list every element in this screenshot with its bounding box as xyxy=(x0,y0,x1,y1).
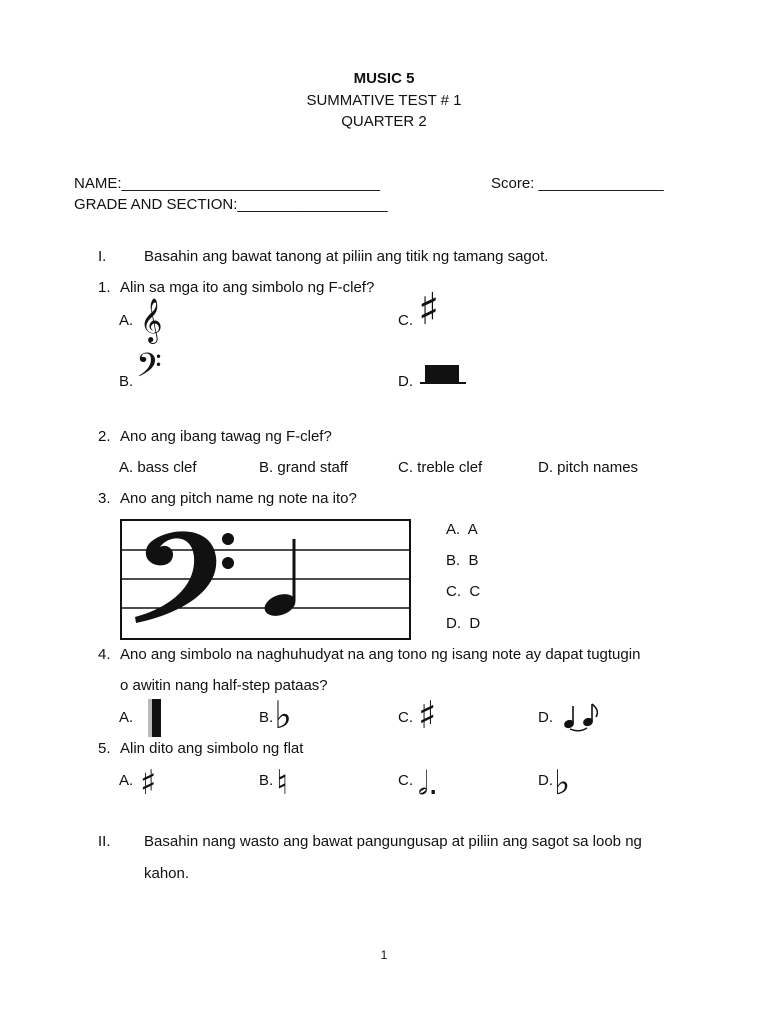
q4-option-b-letter[interactable]: B. xyxy=(259,709,274,726)
q5-text: Alin dito ang simbolo ng flat xyxy=(120,740,304,757)
name-field[interactable]: NAME:_______________________________ xyxy=(74,175,381,192)
page-number: 1 xyxy=(380,948,388,962)
quarter-label: QUARTER 2 xyxy=(341,113,427,130)
q3-option-b-text: B xyxy=(468,552,479,569)
q5-option-a-letter[interactable]: A. xyxy=(119,772,134,789)
q5-option-d-letter[interactable]: D. xyxy=(538,772,553,789)
q4-option-a-letter[interactable]: A. xyxy=(119,709,134,726)
q4-text-line2: o awitin nang half-step pataas? xyxy=(120,677,328,694)
q1-option-b-letter[interactable]: B. xyxy=(119,373,134,390)
q3-option-b-letter: B. xyxy=(446,552,461,569)
q3-option-d-text: D xyxy=(469,615,481,632)
q4-text-line1: Ano ang simbolo na naghuhudyat na ang tono ng isang note ay dapat tugtugin xyxy=(120,646,641,663)
part2-numeral: II. xyxy=(98,833,111,850)
q2-option-d[interactable] xyxy=(538,459,638,476)
sharp-icon: ♯ xyxy=(418,284,440,335)
q3-option-c-text: C xyxy=(469,583,481,600)
q1-text: Alin sa mga ito ang simbolo ng F-clef? xyxy=(120,279,375,296)
bass-clef-icon: 𝄢 xyxy=(136,347,162,393)
q5-number: 5. xyxy=(98,740,111,757)
treble-clef-icon: 𝄞 xyxy=(140,298,163,342)
q1-option-c-letter[interactable]: C. xyxy=(398,312,413,329)
part2-instruction-line1: Basahin nang wasto ang bawat pangungusap at piliin ang sagot sa loob ng xyxy=(144,833,642,850)
q2-option-a-letter: A. xyxy=(119,459,134,476)
q2-option-c-letter: C. xyxy=(398,459,413,476)
part1-numeral: I. xyxy=(98,248,107,265)
sharp-icon: ♯ xyxy=(418,693,437,737)
test-subtitle: SUMMATIVE TEST # 1 xyxy=(306,92,462,109)
q2-option-c[interactable] xyxy=(398,459,482,476)
dotted-half-note-icon: 𝅗𝅥. xyxy=(418,764,439,802)
q2-option-b-text: grand staff xyxy=(277,459,348,476)
q2-option-d-text: pitch names xyxy=(557,459,639,476)
grade-section-field[interactable]: GRADE AND SECTION:__________________ xyxy=(74,196,388,213)
q3-option-d-letter: D. xyxy=(446,615,461,632)
flat-icon: ♭ xyxy=(554,763,571,803)
q2-number: 2. xyxy=(98,428,111,445)
q2-option-a[interactable] xyxy=(119,459,197,476)
whole-rest-icon xyxy=(420,360,466,386)
q3-option-b[interactable] xyxy=(446,552,479,569)
q2-option-b-letter: B. xyxy=(259,459,274,476)
part1-instruction: Basahin ang bawat tanong at piliin ang titik ng tamang sagot. xyxy=(144,248,549,265)
natural-icon: ♮ xyxy=(276,763,289,803)
q4-option-c-letter[interactable]: C. xyxy=(398,709,413,726)
bass-staff-figure xyxy=(120,519,412,641)
q3-option-c[interactable] xyxy=(446,583,480,600)
q1-option-d-letter[interactable]: D. xyxy=(398,373,413,390)
q3-option-a-text: A xyxy=(467,521,478,538)
q2-option-d-letter: D. xyxy=(538,459,553,476)
q5-option-c-letter[interactable]: C. xyxy=(398,772,413,789)
q4-number: 4. xyxy=(98,646,111,663)
flat-icon: ♭ xyxy=(274,693,292,737)
q3-option-a[interactable] xyxy=(446,521,478,538)
q1-option-a-letter[interactable]: A. xyxy=(119,312,134,329)
double-whole-rest-icon xyxy=(148,699,164,737)
q2-text: Ano ang ibang tawag ng F-clef? xyxy=(120,428,332,445)
q2-option-c-text: treble clef xyxy=(417,459,483,476)
q2-option-a-text: bass clef xyxy=(137,459,197,476)
q3-text: Ano ang pitch name ng note na ito? xyxy=(120,490,357,507)
q3-option-a-letter: A. xyxy=(446,521,461,538)
q4-option-d-letter[interactable]: D. xyxy=(538,709,553,726)
test-title: MUSIC 5 xyxy=(353,70,415,87)
bass-clef-icon xyxy=(135,531,234,623)
part2-instruction-line2: kahon. xyxy=(144,865,190,882)
q1-number: 1. xyxy=(98,279,111,296)
q3-option-c-letter: C. xyxy=(446,583,461,600)
score-field[interactable]: Score: _______________ xyxy=(491,175,664,192)
tied-notes-icon xyxy=(562,702,602,732)
q2-option-b[interactable] xyxy=(259,459,348,476)
sharp-icon: ♯ xyxy=(140,763,157,803)
q3-number: 3. xyxy=(98,490,111,507)
q5-option-b-letter[interactable]: B. xyxy=(259,772,274,789)
q3-option-d[interactable] xyxy=(446,615,480,632)
